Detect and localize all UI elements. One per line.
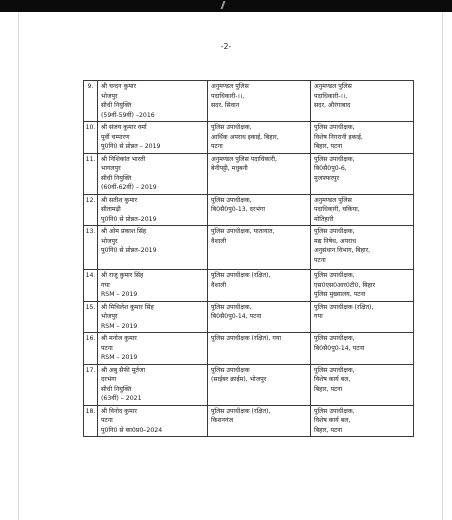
- officer-details: [98, 301, 208, 333]
- new-posting-line: मुजफ्फरपुर: [314, 174, 340, 182]
- officer-details: [98, 153, 208, 194]
- officer-details-line: सीधी नियुक्ति: [101, 102, 132, 109]
- officer-details-line: दरभंगा: [101, 376, 117, 383]
- current-posting-line: पुलिस उपाधीक्षक (रक्षित),: [211, 407, 271, 415]
- serial-number: 10.: [84, 122, 98, 154]
- new-posting-line: पदाधिकारी, चकिया,: [314, 206, 360, 213]
- serial-number: 18.: [84, 405, 98, 437]
- officer-details-line: सीधी नियुक्ति: [101, 385, 132, 393]
- serial-number: 17.: [84, 364, 98, 405]
- officer-details: [98, 364, 208, 405]
- current-posting: [208, 270, 311, 302]
- current-posting: [208, 81, 311, 122]
- officer-details: [98, 333, 208, 365]
- new-posting: [311, 226, 414, 270]
- page-number: -2-: [220, 42, 232, 51]
- officer-details-line: (59वीं-59वीं) –2016: [101, 111, 155, 119]
- officer-details-line: RSM – 2019: [101, 322, 138, 330]
- new-posting-line: बिहार, पटना: [314, 385, 343, 393]
- officer-details-line: श्री सतीश कुमार: [101, 196, 138, 204]
- table-row: [84, 405, 414, 437]
- new-posting-line: गया: [314, 313, 323, 320]
- new-posting: [311, 122, 414, 154]
- new-posting: [311, 301, 414, 333]
- current-posting-line: आर्थिक अपराध इकाई, बिहार,: [211, 133, 279, 141]
- current-posting-line: वैशाली: [211, 237, 227, 245]
- new-posting: [311, 364, 414, 405]
- new-posting: [311, 194, 414, 226]
- current-posting: [208, 194, 311, 226]
- new-posting-line: एस0एस0आर0टी0, बिहार: [314, 281, 376, 289]
- current-posting-line: अनुमण्डल पुलिस पदाधिकारी,: [211, 155, 277, 163]
- current-posting: [208, 333, 311, 365]
- new-posting-line: विशेष निगरानी इकाई,: [314, 133, 363, 141]
- officer-details-line: श्री चन्दन कुमार: [101, 83, 137, 90]
- officer-details-line: पटना: [101, 344, 113, 352]
- officer-details-line: पटना: [101, 417, 113, 424]
- new-posting-line: सदर, औरंगाबाद: [314, 102, 351, 109]
- officer-details-line: श्री विनोद कुमार: [101, 407, 137, 415]
- serial-number: 11.: [84, 153, 98, 194]
- officer-details-line: पु0नि0 से प्रोन्नत – 2019: [101, 143, 161, 150]
- new-posting: [311, 333, 414, 365]
- officer-details: [98, 122, 208, 154]
- current-posting: [208, 153, 311, 194]
- new-posting-line: बिहार, पटना: [314, 426, 343, 434]
- officer-details-line: भागलपुर: [101, 165, 121, 172]
- officer-details-line: श्री मनोज कुमार: [101, 335, 137, 342]
- table-row: [84, 194, 414, 226]
- table-row: [84, 122, 414, 154]
- transfer-table: [83, 80, 414, 437]
- new-posting-line: पुलिस उपाधीक्षक,: [314, 228, 355, 235]
- serial-number: 15.: [84, 301, 98, 333]
- officer-details: [98, 226, 208, 270]
- table-row: [84, 153, 414, 194]
- table-row: [84, 226, 414, 270]
- table-row: [84, 364, 414, 405]
- transfer-table-body: [84, 81, 414, 437]
- new-posting: [311, 270, 414, 302]
- serial-number: 9.: [84, 81, 98, 122]
- new-posting-line: बिहार, पटना: [314, 143, 343, 150]
- new-posting-line: पटना: [314, 256, 326, 264]
- current-posting: [208, 364, 311, 405]
- current-posting: [208, 405, 311, 437]
- current-posting-line: पुलिस उपाधीक्षक,: [211, 196, 252, 204]
- officer-details-line: RSM – 2019: [101, 291, 138, 298]
- current-posting-line: पुलिस उपाधीक्षक (रक्षित),: [211, 272, 271, 279]
- officer-details-line: भोजपुर: [101, 313, 118, 320]
- officer-details-line: श्री निशिकांत भारती: [101, 155, 146, 163]
- new-posting: [311, 405, 414, 437]
- table-row: [84, 301, 414, 333]
- officer-details-line: भोजपुर: [101, 237, 118, 245]
- officer-details-line: सीतामढ़ी: [101, 206, 121, 213]
- current-posting-line: बि0सै0पु0-14, पटना: [211, 313, 262, 320]
- new-posting-line: पदाधिकारी-।।,: [314, 92, 348, 100]
- top-bar-mark: [221, 1, 226, 9]
- new-posting-line: पुलिस उपाधीक्षक,: [314, 335, 355, 342]
- officer-details-line: (60वीं-62वीं) – 2019: [101, 184, 157, 191]
- current-posting-line: अनुमण्डल पुलिस: [211, 83, 249, 90]
- current-posting-line: किशनगंज: [211, 417, 234, 424]
- table-row: [84, 81, 414, 122]
- new-posting-line: पुलिस उपाधीक्षक,: [314, 124, 355, 131]
- officer-details-line: पु0नि0 से का0प्र0–2024: [101, 426, 163, 434]
- new-posting-line: अनुमण्डल पुलिस: [314, 196, 352, 204]
- new-posting: [311, 81, 414, 122]
- current-posting: [208, 301, 311, 333]
- officer-details-line: गया: [101, 281, 110, 289]
- officer-details-line: पु0नि0 से प्रोन्नत–2019: [101, 215, 157, 223]
- officer-details-line: सीधी नियुक्ति: [101, 174, 132, 182]
- new-posting-line: मोतिहारी: [314, 215, 334, 223]
- officer-details-line: श्री अबु सैफी मूर्तजा: [101, 366, 146, 374]
- current-posting-line: पदाधिकारी-।।,: [211, 92, 245, 100]
- new-posting-line: पुलिस मुख्यालय, पटना: [314, 291, 366, 298]
- current-posting-line: पटना: [211, 143, 223, 150]
- current-posting: [208, 226, 311, 270]
- new-posting-line: पुलिस उपाधीक्षक,: [314, 155, 355, 163]
- current-posting-line: वैशाली: [211, 281, 227, 289]
- current-posting-line: पुलिस उपाधीक्षक (रक्षित), गया: [211, 335, 282, 342]
- new-posting-line: मद्य निषेध, अपराध: [314, 237, 357, 245]
- new-posting-line: पुलिस उपाधीक्षक (रक्षित),: [314, 303, 374, 311]
- viewer-top-bar: [0, 0, 452, 12]
- new-posting-line: अनुमण्डल पुलिस: [314, 83, 352, 90]
- officer-details-line: श्री राजू कुमार सिंह: [101, 272, 144, 279]
- table-row: [84, 333, 414, 365]
- current-posting-line: पुलिस उपाधीक्षक,: [211, 124, 252, 131]
- new-posting-line: विशेष कार्य बल,: [314, 376, 351, 383]
- officer-details-line: पु0नि0 से प्रोन्नत–2019: [101, 247, 157, 254]
- current-posting-line: (साईबर क्राईम), भोजपुर: [211, 376, 267, 383]
- officer-details-line: RSM – 2019: [101, 354, 138, 361]
- officer-details-line: श्री ओम प्रकाश सिंह: [101, 228, 147, 235]
- new-posting-line: पुलिस उपाधीक्षक,: [314, 272, 355, 279]
- officer-details-line: श्री मिथिलेश कुमार सिंह: [101, 303, 154, 311]
- table-row: [84, 270, 414, 302]
- current-posting-line: पुलिस उपाधीक्षक: [211, 366, 250, 374]
- serial-number: 16.: [84, 333, 98, 365]
- current-posting-line: पुलिस उपाधीक्षक, यातायात,: [211, 228, 275, 235]
- serial-number: 14.: [84, 270, 98, 302]
- officer-details: [98, 194, 208, 226]
- new-posting-line: अनुसंधान विभाग, बिहार,: [314, 247, 371, 254]
- officer-details-line: श्री संजय कुमार वर्मा: [101, 124, 147, 131]
- new-posting-line: पुलिस उपाधीक्षक,: [314, 407, 355, 415]
- officer-details-line: भोजपुर: [101, 92, 118, 100]
- new-posting-line: बि0सै0पु0-14, पटना: [314, 344, 365, 352]
- officer-details: [98, 405, 208, 437]
- new-posting-line: पुलिस उपाधीक्षक,: [314, 366, 355, 374]
- current-posting-line: बेनीपट्टी, मधुबनी: [211, 165, 248, 172]
- new-posting-line: बि0सै0पु0-6,: [314, 165, 347, 172]
- current-posting-line: सदर, सिवान: [211, 102, 240, 109]
- current-posting-line: पुलिस उपाधीक्षक,: [211, 303, 252, 311]
- serial-number: 12.: [84, 194, 98, 226]
- officer-details: [98, 270, 208, 302]
- current-posting: [208, 122, 311, 154]
- serial-number: 13.: [84, 226, 98, 270]
- new-posting: [311, 153, 414, 194]
- officer-details: [98, 81, 208, 122]
- officer-details-line: पूर्वी चम्पारण: [101, 133, 130, 141]
- new-posting-line: विशेष कार्य बल,: [314, 417, 351, 424]
- officer-details-line: (63वीं) – 2021: [101, 395, 142, 402]
- current-posting-line: बि0सै0पु0-13, दरभंगा: [211, 206, 265, 213]
